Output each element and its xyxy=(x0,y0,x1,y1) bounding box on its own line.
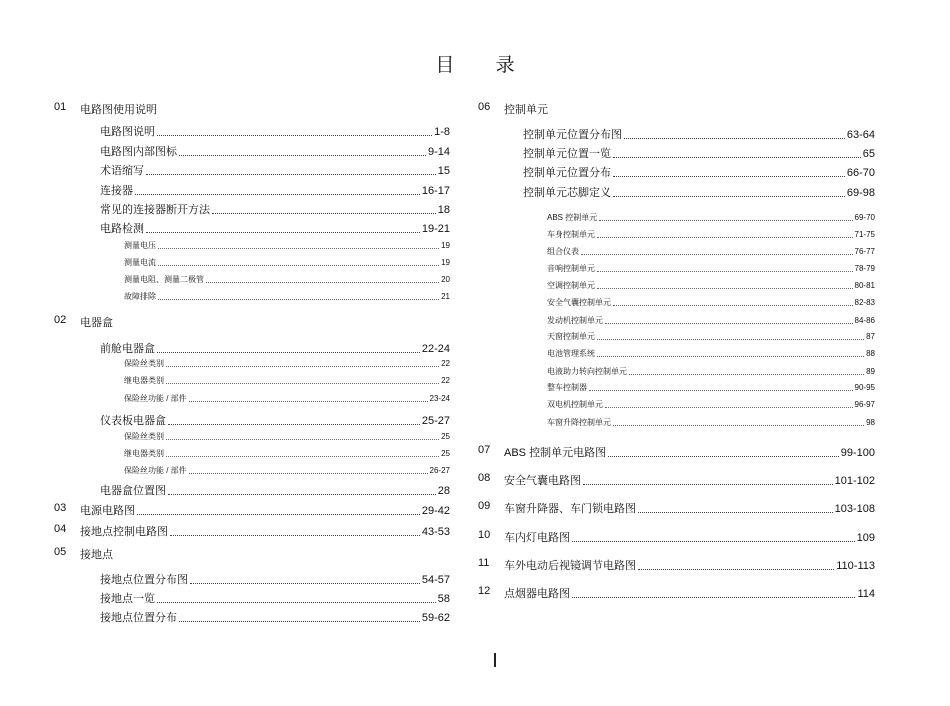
dot-leader xyxy=(589,389,853,391)
page-range: 25 xyxy=(441,449,450,458)
toc-subentry[interactable] xyxy=(547,417,875,428)
entry-title: 安全气囊控制单元 xyxy=(547,298,611,307)
toc-subentry[interactable] xyxy=(124,257,450,268)
entry-title: 空调控制单元 xyxy=(547,281,595,290)
page-range: 65 xyxy=(862,148,875,160)
dot-leader xyxy=(624,137,845,139)
toc-section[interactable] xyxy=(80,314,113,330)
section-title: 控制单元 xyxy=(504,104,548,116)
dot-leader xyxy=(613,304,853,306)
entry-title: 车窗升降控制单元 xyxy=(547,418,611,427)
section-number: 11 xyxy=(478,557,490,569)
entry-title: 保险丝功能 / 部件 xyxy=(124,466,187,475)
page-range: 63-64 xyxy=(846,129,875,141)
dot-leader xyxy=(137,513,420,515)
entry-title: 控制单元位置分布图 xyxy=(523,129,622,141)
toc-entry[interactable] xyxy=(100,571,450,587)
toc-subentry[interactable] xyxy=(547,366,875,377)
entry-title: 接地点一览 xyxy=(100,593,155,605)
page-range: 114 xyxy=(857,588,875,600)
dot-leader xyxy=(206,281,439,283)
page-range: 90-95 xyxy=(854,383,875,392)
section-number: 02 xyxy=(54,314,67,326)
page-range: 25 xyxy=(441,432,450,441)
toc-entry[interactable] xyxy=(100,182,450,198)
dot-leader xyxy=(135,193,420,195)
toc-section[interactable] xyxy=(504,472,875,488)
page-range: 98 xyxy=(866,418,875,427)
toc-section[interactable] xyxy=(80,523,450,539)
section-title: 车内灯电路图 xyxy=(504,532,570,544)
toc-subentry[interactable] xyxy=(547,280,875,291)
dot-leader xyxy=(581,253,853,255)
page-range: 20 xyxy=(441,275,450,284)
section-title: 接地点 xyxy=(80,549,113,561)
entry-title: 继电器类别 xyxy=(124,376,164,385)
entry-title: 测量电阻、测量二极管 xyxy=(124,275,204,284)
toc-subentry[interactable] xyxy=(124,358,450,369)
dot-leader xyxy=(597,355,864,357)
toc-entry[interactable] xyxy=(100,590,450,606)
toc-entry[interactable] xyxy=(100,123,450,139)
dot-leader xyxy=(146,173,436,175)
dot-leader xyxy=(597,287,853,289)
section-number: 04 xyxy=(54,523,67,535)
page-range: 19 xyxy=(441,258,450,267)
entry-title: 连接器 xyxy=(100,185,133,197)
dot-leader xyxy=(179,154,426,156)
dot-leader xyxy=(179,620,420,622)
entry-title: 控制单元位置分布 xyxy=(523,167,611,179)
page-range: 26-27 xyxy=(429,466,450,475)
entry-title: 电路图说明 xyxy=(100,126,155,138)
section-title: ABS 控制单元电路图 xyxy=(504,447,607,459)
toc-subentry[interactable] xyxy=(124,465,450,476)
page-range: 15 xyxy=(437,165,450,177)
toc-subentry[interactable] xyxy=(124,448,450,459)
page-range: 54-57 xyxy=(421,574,450,586)
section-title: 电路图使用说明 xyxy=(80,104,157,116)
dot-leader xyxy=(608,455,839,457)
section-number: 06 xyxy=(478,101,491,113)
entry-title: 电路图内部图标 xyxy=(100,146,177,158)
page-range: 99-100 xyxy=(840,447,875,459)
dot-leader xyxy=(583,483,833,485)
toc-entry[interactable] xyxy=(100,143,450,159)
page-range: 69-70 xyxy=(854,213,875,222)
entry-title: 仪表板电器盒 xyxy=(100,415,166,427)
section-title: 车窗升降器、车门锁电路图 xyxy=(504,503,636,515)
dot-leader xyxy=(599,219,852,221)
page-range: 43-53 xyxy=(421,526,450,538)
entry-title: 保险丝功能 / 部件 xyxy=(124,394,187,403)
toc-entry[interactable] xyxy=(523,145,875,161)
page-range: 96-97 xyxy=(854,400,875,409)
dot-leader xyxy=(189,400,428,402)
dot-leader xyxy=(190,582,420,584)
section-title: 电源电路图 xyxy=(80,505,135,517)
page-range: 19 xyxy=(441,241,450,250)
entry-title: 电路检测 xyxy=(100,223,144,235)
toc-subentry[interactable] xyxy=(547,297,875,308)
dot-leader xyxy=(572,540,855,542)
dot-leader xyxy=(166,365,439,367)
toc-section[interactable] xyxy=(504,557,875,573)
page-range: 84-86 xyxy=(854,316,875,325)
toc-entry[interactable] xyxy=(523,164,875,180)
dot-leader xyxy=(638,511,833,513)
dot-leader xyxy=(166,438,439,440)
page-range: 103-108 xyxy=(834,503,875,515)
page-range: 16-17 xyxy=(421,185,450,197)
page-range: 9-14 xyxy=(427,146,450,158)
page-range: 58 xyxy=(437,593,450,605)
entry-title: 电池管理系统 xyxy=(547,349,595,358)
entry-title: 保险丝类别 xyxy=(124,359,164,368)
toc-subentry[interactable] xyxy=(124,291,450,302)
page-range: 22-24 xyxy=(421,343,450,355)
entry-title: 测量电流 xyxy=(124,258,156,267)
section-number: 09 xyxy=(478,500,491,512)
dot-leader xyxy=(146,231,420,233)
entry-title: 控制单元位置一览 xyxy=(523,148,611,160)
page-range: 1-8 xyxy=(434,126,450,138)
dot-leader xyxy=(158,247,439,249)
toc-subentry[interactable] xyxy=(547,246,875,257)
entry-title: 接地点位置分布图 xyxy=(100,574,188,586)
page-range: 22 xyxy=(441,376,450,385)
dot-leader xyxy=(572,596,855,598)
toc-subentry[interactable] xyxy=(124,240,450,251)
toc-entry[interactable] xyxy=(100,609,450,625)
page-range: 109 xyxy=(856,532,875,544)
page-range: 69-98 xyxy=(846,187,875,199)
entry-title: 电液助力转向控制单元 xyxy=(547,367,627,376)
page-range: 29-42 xyxy=(421,505,450,517)
toc-section[interactable] xyxy=(504,444,875,460)
toc-section[interactable] xyxy=(80,546,113,562)
entry-title: 保险丝类别 xyxy=(124,432,164,441)
dot-leader xyxy=(168,493,436,495)
toc-section[interactable] xyxy=(504,500,875,516)
entry-title: 组合仪表 xyxy=(547,247,579,256)
dot-leader xyxy=(170,534,420,536)
toc-subentry[interactable] xyxy=(124,375,450,386)
dot-leader xyxy=(212,212,436,214)
page-range: 101-102 xyxy=(834,475,875,487)
entry-title: 术语缩写 xyxy=(100,165,144,177)
section-title: 接地点控制电路图 xyxy=(80,526,168,538)
toc-subentry[interactable] xyxy=(547,229,875,240)
page-range: 80-81 xyxy=(854,281,875,290)
section-title: 点烟器电路图 xyxy=(504,588,570,600)
entry-title: 发动机控制单元 xyxy=(547,316,603,325)
entry-title: 接地点位置分布 xyxy=(100,612,177,624)
toc-entry[interactable] xyxy=(100,340,450,356)
section-title: 车外电动后视镜调节电路图 xyxy=(504,560,636,572)
toc-entry[interactable] xyxy=(100,412,450,428)
page-title: 目 录 xyxy=(435,55,533,76)
toc-subentry[interactable] xyxy=(547,315,875,326)
page-range: 22 xyxy=(441,359,450,368)
dot-leader xyxy=(166,382,439,384)
toc-entry[interactable] xyxy=(523,184,875,200)
dot-leader xyxy=(638,568,834,570)
toc-entry[interactable] xyxy=(100,201,450,217)
section-number: 03 xyxy=(54,502,67,514)
dot-leader xyxy=(605,322,853,324)
toc-section[interactable] xyxy=(80,101,157,117)
toc-entry[interactable] xyxy=(100,482,450,498)
entry-title: 双电机控制单元 xyxy=(547,400,603,409)
dot-leader xyxy=(613,175,845,177)
page-range: 28 xyxy=(437,485,450,497)
dot-leader xyxy=(613,424,864,426)
page-range: 78-79 xyxy=(854,264,875,273)
page-range: 59-62 xyxy=(421,612,450,624)
dot-leader xyxy=(597,270,853,272)
dot-leader xyxy=(613,195,845,197)
dot-leader xyxy=(189,472,428,474)
entry-title: 整车控制器 xyxy=(547,383,587,392)
entry-title: 测量电压 xyxy=(124,241,156,250)
entry-title: 音响控制单元 xyxy=(547,264,595,273)
dot-leader xyxy=(605,406,853,408)
toc-subentry[interactable] xyxy=(547,382,875,393)
page-range: 82-83 xyxy=(854,298,875,307)
dot-leader xyxy=(157,351,420,353)
toc-section[interactable] xyxy=(504,585,875,601)
toc-subentry[interactable] xyxy=(124,431,450,442)
page-range: 19-21 xyxy=(421,223,450,235)
dot-leader xyxy=(158,298,439,300)
entry-title: ABS 控制单元 xyxy=(547,213,598,222)
page-range: 89 xyxy=(866,367,875,376)
entry-title: 车身控制单元 xyxy=(547,230,595,239)
dot-leader xyxy=(157,134,432,136)
page-range: 21 xyxy=(441,292,450,301)
toc-subentry[interactable] xyxy=(124,393,450,404)
dot-leader xyxy=(597,338,864,340)
section-number: 07 xyxy=(478,444,491,456)
page-range: 25-27 xyxy=(421,415,450,427)
toc-section[interactable] xyxy=(504,101,548,117)
entry-title: 故障排除 xyxy=(124,292,156,301)
entry-title: 常见的连接器断开方法 xyxy=(100,204,210,216)
section-number: 05 xyxy=(54,546,67,558)
section-number: 08 xyxy=(478,472,491,484)
dot-leader xyxy=(597,236,853,238)
page-range: 71-75 xyxy=(854,230,875,239)
toc-subentry[interactable] xyxy=(124,274,450,285)
toc-section[interactable] xyxy=(504,529,875,545)
toc-entry[interactable] xyxy=(523,126,875,142)
page-marker xyxy=(494,653,496,667)
dot-leader xyxy=(157,601,436,603)
entry-title: 控制单元芯脚定义 xyxy=(523,187,611,199)
toc-subentry[interactable] xyxy=(547,331,875,342)
toc-subentry[interactable] xyxy=(547,263,875,274)
entry-title: 前舱电器盒 xyxy=(100,343,155,355)
section-number: 10 xyxy=(478,529,491,541)
dot-leader xyxy=(629,373,864,375)
entry-title: 电器盒位置图 xyxy=(100,485,166,497)
section-title: 电器盒 xyxy=(80,317,113,329)
dot-leader xyxy=(166,455,439,457)
page-range: 88 xyxy=(866,349,875,358)
dot-leader xyxy=(158,264,439,266)
dot-leader xyxy=(168,423,420,425)
page-range: 87 xyxy=(866,332,875,341)
toc-subentry[interactable] xyxy=(547,399,875,410)
entry-title: 天窗控制单元 xyxy=(547,332,595,341)
toc-subentry[interactable] xyxy=(547,348,875,359)
page-range: 76-77 xyxy=(854,247,875,256)
dot-leader xyxy=(613,156,861,158)
toc-section[interactable] xyxy=(80,502,450,518)
page-range: 66-70 xyxy=(846,167,875,179)
toc-entry[interactable] xyxy=(100,162,450,178)
section-title: 安全气囊电路图 xyxy=(504,475,581,487)
page-range: 23-24 xyxy=(429,394,450,403)
entry-title: 继电器类别 xyxy=(124,449,164,458)
toc-subentry[interactable] xyxy=(547,212,875,223)
page-range: 18 xyxy=(437,204,450,216)
toc-entry[interactable] xyxy=(100,220,450,236)
page-range: 110-113 xyxy=(836,560,875,572)
section-number: 01 xyxy=(54,101,67,113)
section-number: 12 xyxy=(478,585,491,597)
